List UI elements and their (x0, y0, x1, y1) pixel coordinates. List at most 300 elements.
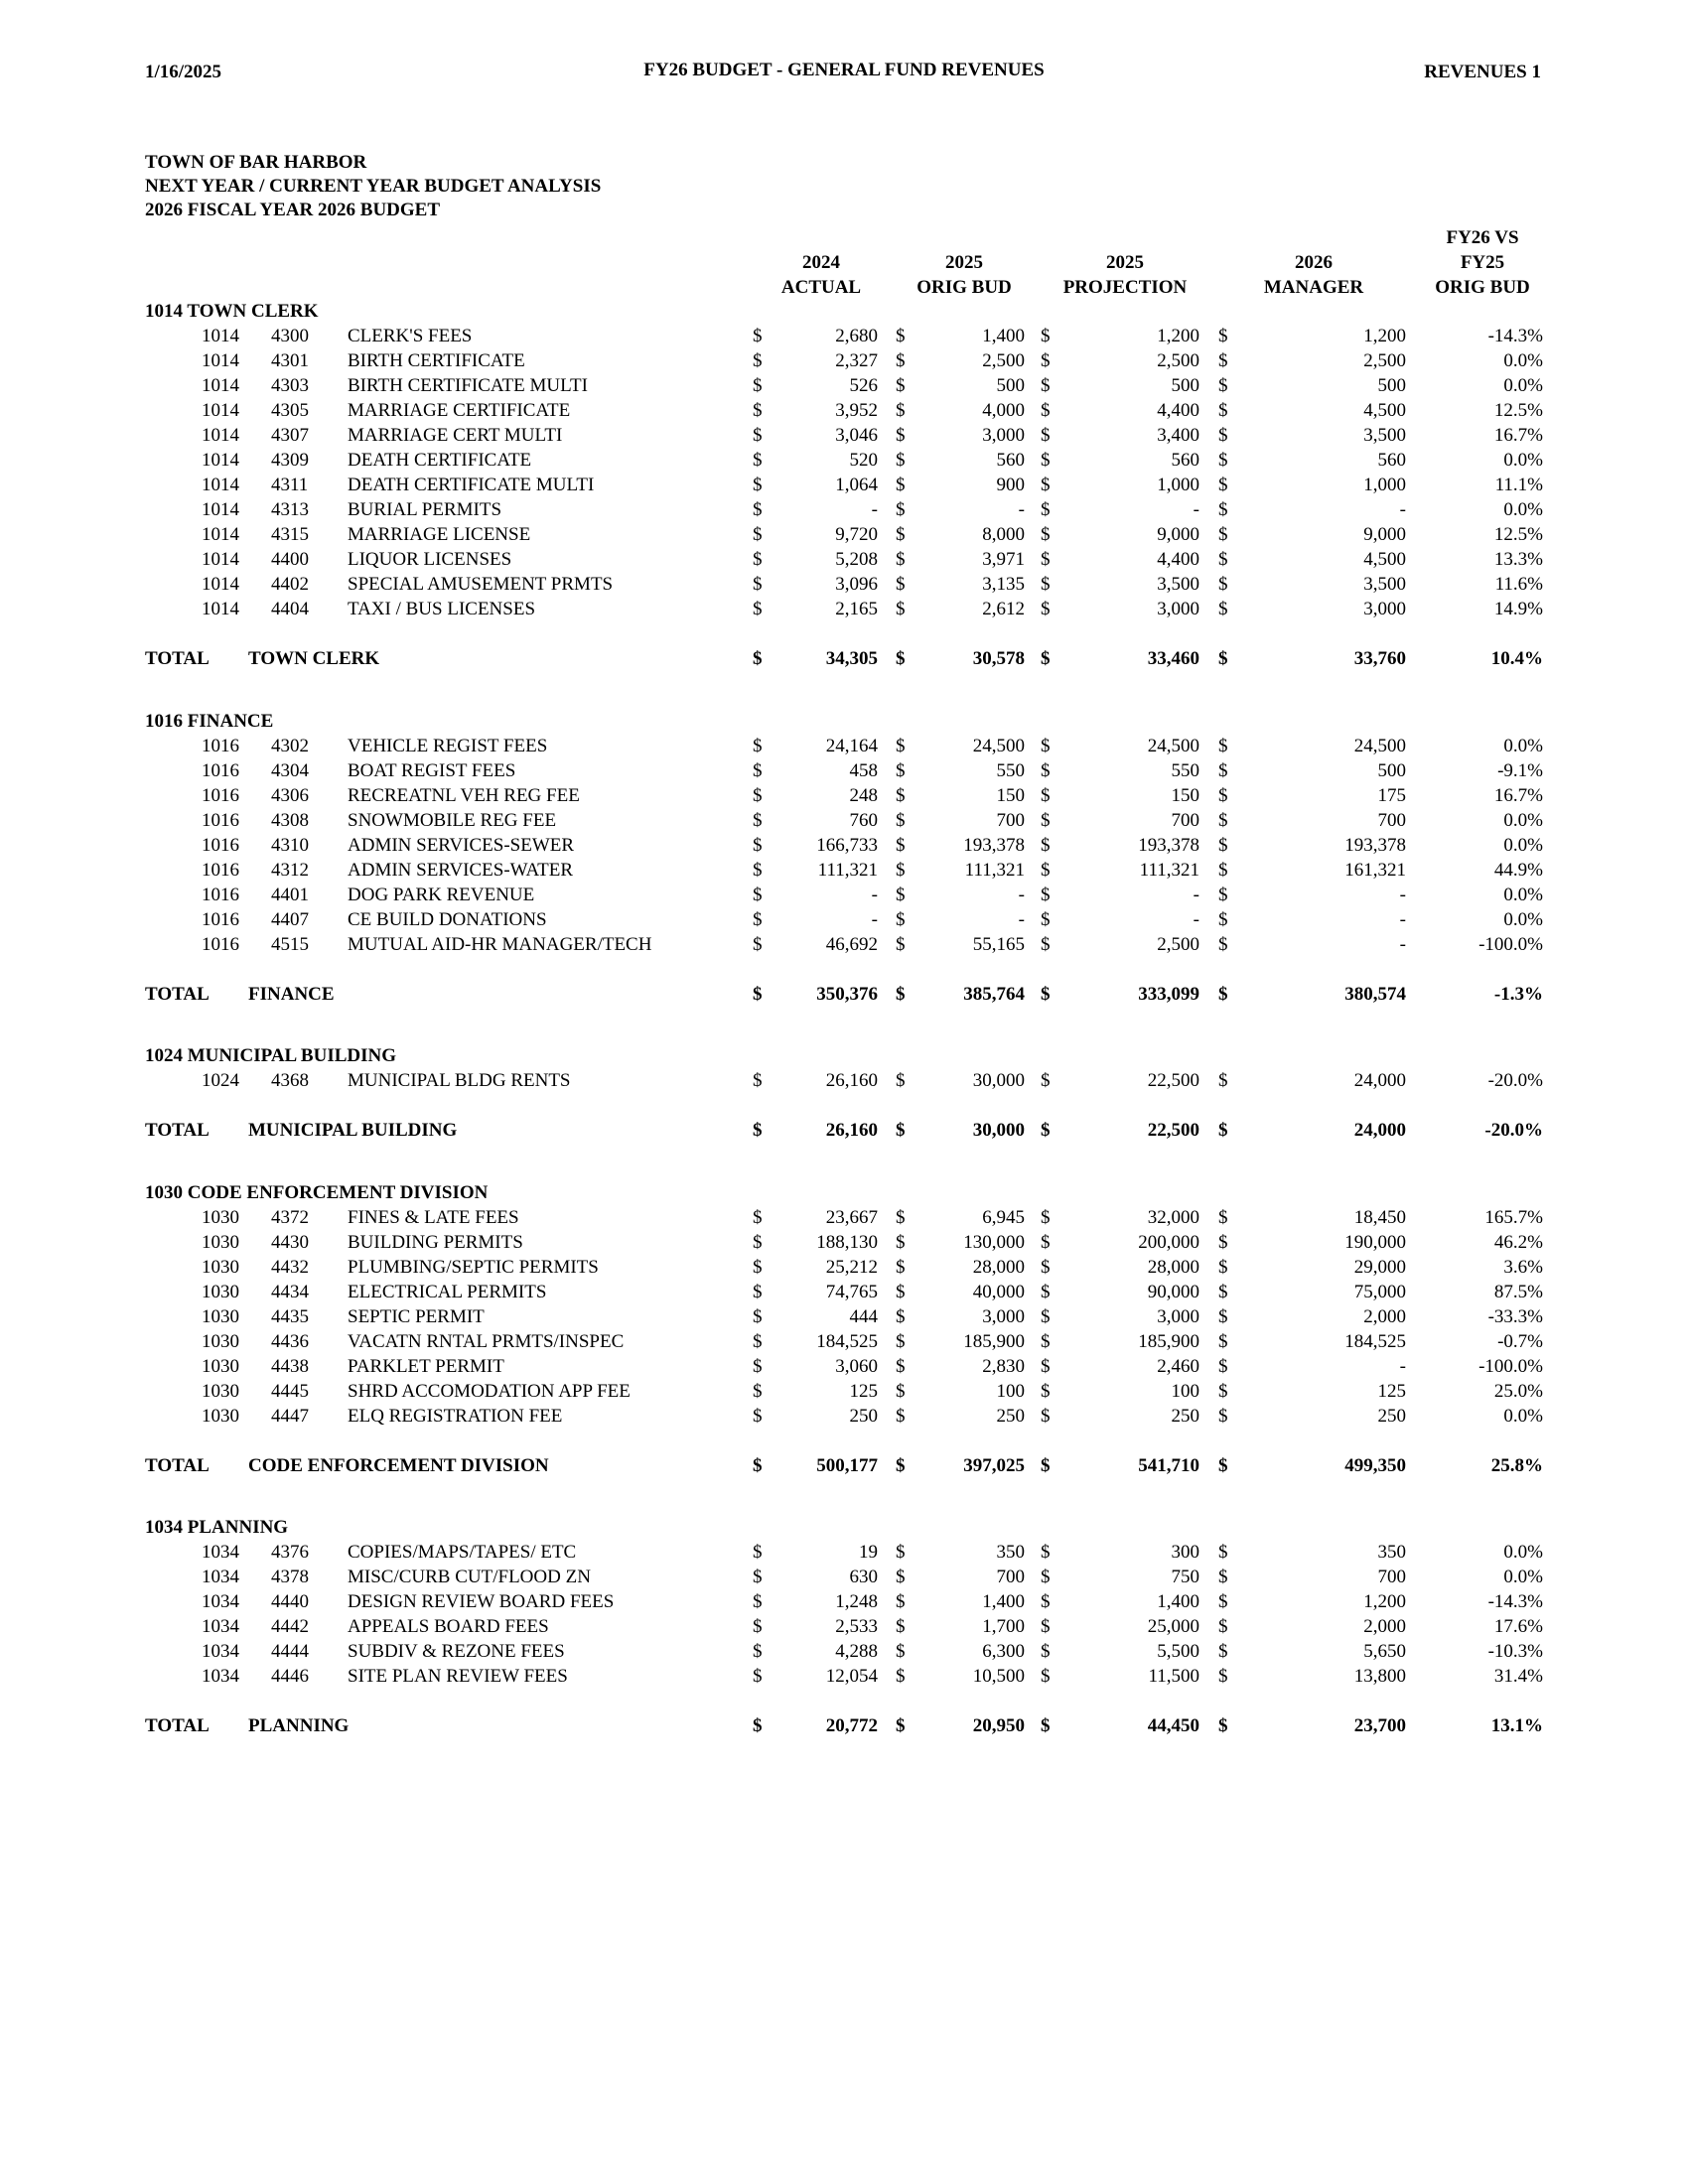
line-item-description: DEATH CERTIFICATE MULTI (348, 475, 595, 495)
account-code: 4444 (271, 1641, 309, 1662)
section-total-row (0, 1453, 1688, 1478)
currency-symbol: $ (896, 859, 906, 881)
currency-symbol: $ (896, 759, 906, 781)
percent-change: 12.5% (1493, 400, 1543, 421)
amount: 500 (1377, 375, 1406, 396)
currency-symbol: $ (1218, 1305, 1228, 1327)
table-row (0, 1379, 1688, 1404)
percent-change: 13.3% (1493, 549, 1543, 570)
amount: 700 (996, 1567, 1025, 1587)
currency-symbol: $ (753, 983, 763, 1005)
amount: - (1018, 884, 1025, 905)
percent-change: 25.8% (1490, 1454, 1543, 1476)
amount: 161,321 (1344, 859, 1406, 881)
currency-symbol: $ (753, 499, 763, 520)
currency-symbol: $ (1041, 1281, 1051, 1302)
dept-code: 1014 (202, 425, 239, 446)
amount: 499,350 (1344, 1454, 1406, 1476)
line-item-description: TAXI / BUS LICENSES (348, 599, 536, 619)
dept-code: 1014 (202, 350, 239, 371)
amount: 550 (996, 759, 1025, 781)
total-label: TOTAL (145, 648, 210, 669)
percent-change: -20.0% (1484, 1120, 1543, 1141)
line-item-description: MUNICIPAL BLDG RENTS (348, 1070, 571, 1091)
account-code: 4302 (271, 735, 309, 756)
amount: 900 (996, 475, 1025, 495)
amount: 193,378 (963, 834, 1025, 856)
section-title: 1034 PLANNING (145, 1517, 289, 1538)
amount: 30,000 (972, 1120, 1025, 1141)
currency-symbol: $ (753, 809, 763, 831)
section-title: 1014 TOWN CLERK (145, 301, 319, 322)
line-item-description: BOAT REGIST FEES (348, 759, 516, 781)
org-subtitle: NEXT YEAR / CURRENT YEAR BUDGET ANALYSIS (145, 176, 602, 197)
currency-symbol: $ (1218, 759, 1228, 781)
currency-symbol: $ (1041, 1256, 1051, 1278)
amount: 2,500 (1157, 933, 1199, 955)
currency-symbol: $ (1218, 784, 1228, 806)
currency-symbol: $ (753, 908, 763, 930)
currency-symbol: $ (1218, 1206, 1228, 1228)
amount: - (1018, 908, 1025, 930)
currency-symbol: $ (753, 784, 763, 806)
percent-change: -100.0% (1478, 1355, 1543, 1377)
amount: 3,135 (982, 574, 1025, 595)
currency-symbol: $ (1218, 400, 1228, 421)
amount: 560 (1171, 450, 1199, 471)
table-row (0, 398, 1688, 423)
amount: 29,000 (1353, 1256, 1406, 1278)
table-row (0, 448, 1688, 473)
currency-symbol: $ (753, 834, 763, 856)
line-item-description: SUBDIV & REZONE FEES (348, 1641, 565, 1662)
amount: 526 (849, 375, 878, 396)
table-row (0, 783, 1688, 808)
currency-symbol: $ (1041, 1641, 1051, 1662)
line-item-description: DEATH CERTIFICATE (348, 450, 532, 471)
amount: 24,000 (1353, 1070, 1406, 1091)
currency-symbol: $ (1041, 784, 1051, 806)
amount: 4,288 (835, 1641, 878, 1662)
line-item-description: PARKLET PERMIT (348, 1355, 504, 1377)
currency-symbol: $ (753, 1231, 763, 1253)
line-item-description: MARRIAGE CERTIFICATE (348, 400, 571, 421)
table-row (0, 1639, 1688, 1664)
percent-change: 0.0% (1503, 908, 1543, 930)
currency-symbol: $ (896, 1591, 906, 1612)
amount: 20,772 (825, 1715, 878, 1736)
currency-symbol: $ (1218, 809, 1228, 831)
line-item-description: MARRIAGE CERT MULTI (348, 425, 563, 446)
dept-code: 1030 (202, 1305, 239, 1327)
amount: 6,945 (982, 1206, 1025, 1228)
currency-symbol: $ (753, 648, 763, 669)
currency-symbol: $ (1218, 1567, 1228, 1587)
currency-symbol: $ (1041, 648, 1051, 669)
column-header (890, 225, 1039, 300)
currency-symbol: $ (753, 450, 763, 471)
dept-code: 1030 (202, 1355, 239, 1377)
amount: 2,830 (982, 1355, 1025, 1377)
amount: 750 (1171, 1567, 1199, 1587)
amount: 4,400 (1157, 549, 1199, 570)
currency-symbol: $ (1218, 1380, 1228, 1402)
currency-symbol: $ (896, 1405, 906, 1427)
table-row (0, 808, 1688, 833)
percent-change: -100.0% (1478, 933, 1543, 955)
currency-symbol: $ (896, 1281, 906, 1302)
amount: 166,733 (816, 834, 878, 856)
amount: 2,327 (835, 350, 878, 371)
currency-symbol: $ (896, 549, 906, 570)
amount: 1,400 (982, 1591, 1025, 1612)
currency-symbol: $ (1041, 1231, 1051, 1253)
page-label: REVENUES 1 (1424, 62, 1541, 82)
table-row (0, 423, 1688, 448)
percent-change: 0.0% (1503, 834, 1543, 856)
amount: - (1399, 884, 1406, 905)
amount: 2,460 (1157, 1355, 1199, 1377)
amount: 3,000 (982, 1305, 1025, 1327)
table-row (0, 1329, 1688, 1354)
currency-symbol: $ (1218, 1281, 1228, 1302)
currency-symbol: $ (753, 1256, 763, 1278)
percent-change: 16.7% (1493, 784, 1543, 806)
currency-symbol: $ (1041, 834, 1051, 856)
dept-code: 1030 (202, 1206, 239, 1228)
amount: 19 (859, 1542, 878, 1563)
amount: 350 (996, 1542, 1025, 1563)
currency-symbol: $ (1218, 1641, 1228, 1662)
currency-symbol: $ (1218, 983, 1228, 1005)
table-row (0, 1255, 1688, 1280)
line-item-description: BURIAL PERMITS (348, 499, 502, 520)
currency-symbol: $ (1041, 884, 1051, 905)
report-title: FY26 BUDGET - GENERAL FUND REVENUES (643, 60, 1045, 80)
currency-symbol: $ (1218, 1542, 1228, 1563)
currency-symbol: $ (753, 375, 763, 396)
total-section-name: MUNICIPAL BUILDING (248, 1120, 458, 1141)
percent-change: 31.4% (1493, 1666, 1543, 1687)
line-item-description: LIQUOR LICENSES (348, 549, 512, 570)
amount: 1,064 (835, 475, 878, 495)
amount: 40,000 (972, 1281, 1025, 1302)
percent-change: -33.3% (1487, 1305, 1543, 1327)
currency-symbol: $ (753, 1567, 763, 1587)
amount: 193,378 (1138, 834, 1199, 856)
percent-change: 87.5% (1493, 1281, 1543, 1302)
account-code: 4432 (271, 1256, 309, 1278)
amount: 25,212 (825, 1256, 878, 1278)
line-item-description: DESIGN REVIEW BOARD FEES (348, 1591, 615, 1612)
dept-code: 1014 (202, 549, 239, 570)
currency-symbol: $ (1041, 1542, 1051, 1563)
amount: 333,099 (1138, 983, 1199, 1005)
column-header-line: ACTUAL (780, 277, 862, 298)
amount: 33,760 (1353, 648, 1406, 669)
currency-symbol: $ (1041, 1715, 1051, 1736)
amount: 1,200 (1363, 326, 1406, 346)
currency-symbol: $ (1218, 1454, 1228, 1476)
table-row (0, 572, 1688, 597)
amount: 250 (1377, 1405, 1406, 1427)
amount: 3,500 (1363, 574, 1406, 595)
table-row (0, 1540, 1688, 1565)
amount: 500 (996, 375, 1025, 396)
dept-code: 1016 (202, 859, 239, 881)
amount: 630 (849, 1567, 878, 1587)
dept-code: 1014 (202, 524, 239, 545)
dept-code: 1016 (202, 884, 239, 905)
table-row (0, 734, 1688, 758)
percent-change: -0.7% (1497, 1330, 1543, 1352)
amount: 4,500 (1363, 549, 1406, 570)
currency-symbol: $ (1218, 1120, 1228, 1141)
currency-symbol: $ (753, 1305, 763, 1327)
percent-change: 25.0% (1493, 1380, 1543, 1402)
currency-symbol: $ (1041, 375, 1051, 396)
amount: 250 (996, 1405, 1025, 1427)
amount: 100 (996, 1380, 1025, 1402)
dept-code: 1030 (202, 1231, 239, 1253)
line-item-description: BIRTH CERTIFICATE MULTI (348, 375, 588, 396)
percent-change: 0.0% (1503, 450, 1543, 471)
amount: 248 (849, 784, 878, 806)
amount: 3,971 (982, 549, 1025, 570)
amount: - (1193, 499, 1199, 520)
amount: 760 (849, 809, 878, 831)
account-code: 4515 (271, 933, 309, 955)
currency-symbol: $ (753, 1070, 763, 1091)
currency-symbol: $ (896, 326, 906, 346)
dept-code: 1030 (202, 1405, 239, 1427)
currency-symbol: $ (1218, 1256, 1228, 1278)
currency-symbol: $ (896, 1666, 906, 1687)
account-code: 4434 (271, 1281, 309, 1302)
currency-symbol: $ (896, 350, 906, 371)
currency-symbol: $ (1041, 1380, 1051, 1402)
percent-change: 11.1% (1494, 475, 1543, 495)
currency-symbol: $ (753, 1591, 763, 1612)
currency-symbol: $ (753, 759, 763, 781)
amount: 130,000 (963, 1231, 1025, 1253)
line-item-description: APPEALS BOARD FEES (348, 1616, 549, 1637)
currency-symbol: $ (896, 1454, 906, 1476)
currency-symbol: $ (896, 735, 906, 756)
dept-code: 1016 (202, 784, 239, 806)
account-code: 4436 (271, 1330, 309, 1352)
dept-code: 1034 (202, 1666, 239, 1687)
column-header-line (890, 225, 1039, 250)
amount: 46,692 (825, 933, 878, 955)
amount: - (1399, 908, 1406, 930)
percent-change: 13.1% (1490, 1715, 1543, 1736)
currency-symbol: $ (753, 1616, 763, 1637)
currency-symbol: $ (1041, 1454, 1051, 1476)
currency-symbol: $ (896, 1070, 906, 1091)
amount: 200,000 (1138, 1231, 1199, 1253)
currency-symbol: $ (753, 859, 763, 881)
column-header-line: MANAGER (1263, 277, 1364, 298)
column-header-line (1229, 225, 1398, 250)
account-code: 4304 (271, 759, 309, 781)
total-label: TOTAL (145, 1454, 210, 1476)
amount: 2,500 (1157, 350, 1199, 371)
amount: - (1193, 908, 1199, 930)
amount: 22,500 (1147, 1070, 1199, 1091)
currency-symbol: $ (896, 1567, 906, 1587)
column-header-line: 2025 (945, 252, 983, 273)
amount: 300 (1171, 1542, 1199, 1563)
currency-symbol: $ (1041, 1405, 1051, 1427)
amount: - (871, 908, 878, 930)
table-row (0, 597, 1688, 621)
percent-change: 0.0% (1503, 1542, 1543, 1563)
currency-symbol: $ (753, 1715, 763, 1736)
line-item-description: DOG PARK REVENUE (348, 884, 535, 905)
amount: 1,700 (982, 1616, 1025, 1637)
amount: 13,800 (1353, 1666, 1406, 1687)
amount: 350 (1377, 1542, 1406, 1563)
dept-code: 1034 (202, 1591, 239, 1612)
table-row (0, 1589, 1688, 1614)
account-code: 4440 (271, 1591, 309, 1612)
currency-symbol: $ (753, 1454, 763, 1476)
account-code: 4447 (271, 1405, 309, 1427)
amount: 9,720 (835, 524, 878, 545)
currency-symbol: $ (1041, 599, 1051, 619)
currency-symbol: $ (896, 1355, 906, 1377)
amount: 75,000 (1353, 1281, 1406, 1302)
currency-symbol: $ (1218, 1715, 1228, 1736)
currency-symbol: $ (1218, 1070, 1228, 1091)
currency-symbol: $ (753, 524, 763, 545)
amount: 2,000 (1363, 1305, 1406, 1327)
currency-symbol: $ (1041, 1305, 1051, 1327)
currency-symbol: $ (896, 908, 906, 930)
dept-code: 1016 (202, 908, 239, 930)
table-row (0, 1404, 1688, 1429)
amount: 2,165 (835, 599, 878, 619)
dept-code: 1024 (202, 1070, 239, 1091)
percent-change: 44.9% (1493, 859, 1543, 881)
currency-symbol: $ (753, 350, 763, 371)
line-item-description: SEPTIC PERMIT (348, 1305, 485, 1327)
account-code: 4438 (271, 1355, 309, 1377)
amount: 175 (1377, 784, 1406, 806)
amount: - (1399, 933, 1406, 955)
currency-symbol: $ (1041, 350, 1051, 371)
section-title: 1016 FINANCE (145, 710, 274, 732)
line-item-description: PLUMBING/SEPTIC PERMITS (348, 1256, 599, 1278)
amount: - (1018, 499, 1025, 520)
amount: 2,612 (982, 599, 1025, 619)
dept-code: 1030 (202, 1281, 239, 1302)
amount: 190,000 (1344, 1231, 1406, 1253)
currency-symbol: $ (753, 1330, 763, 1352)
amount: 700 (1171, 809, 1199, 831)
currency-symbol: $ (896, 499, 906, 520)
account-code: 4445 (271, 1380, 309, 1402)
section-total-row (0, 1118, 1688, 1143)
currency-symbol: $ (896, 1641, 906, 1662)
amount: 3,000 (1157, 1305, 1199, 1327)
percent-change: 0.0% (1503, 1405, 1543, 1427)
account-code: 4400 (271, 549, 309, 570)
org-name: TOWN OF BAR HARBOR (145, 152, 367, 173)
amount: 2,500 (1363, 350, 1406, 371)
account-code: 4407 (271, 908, 309, 930)
account-code: 4303 (271, 375, 309, 396)
amount: 1,000 (1363, 475, 1406, 495)
line-item-description: RECREATNL VEH REG FEE (348, 784, 580, 806)
amount: 541,710 (1138, 1454, 1199, 1476)
currency-symbol: $ (1218, 648, 1228, 669)
currency-symbol: $ (896, 1256, 906, 1278)
currency-symbol: $ (1041, 400, 1051, 421)
currency-symbol: $ (1041, 524, 1051, 545)
table-row (0, 497, 1688, 522)
currency-symbol: $ (1218, 375, 1228, 396)
table-row (0, 758, 1688, 783)
currency-symbol: $ (1218, 524, 1228, 545)
currency-symbol: $ (753, 884, 763, 905)
currency-symbol: $ (1041, 326, 1051, 346)
amount: 520 (849, 450, 878, 471)
amount: 20,950 (972, 1715, 1025, 1736)
amount: 385,764 (963, 983, 1025, 1005)
amount: 74,765 (825, 1281, 878, 1302)
amount: 1,000 (1157, 475, 1199, 495)
line-item-description: SNOWMOBILE REG FEE (348, 809, 557, 831)
amount: 44,450 (1147, 1715, 1199, 1736)
amount: 700 (996, 809, 1025, 831)
amount: 3,000 (1157, 599, 1199, 619)
amount: 2,000 (1363, 1616, 1406, 1637)
amount: 444 (849, 1305, 878, 1327)
currency-symbol: $ (753, 549, 763, 570)
account-code: 4310 (271, 834, 309, 856)
currency-symbol: $ (896, 933, 906, 955)
amount: 3,952 (835, 400, 878, 421)
table-row (0, 1565, 1688, 1589)
section-total-row (0, 1713, 1688, 1738)
line-item-description: VEHICLE REGIST FEES (348, 735, 548, 756)
table-row (0, 473, 1688, 497)
currency-symbol: $ (896, 834, 906, 856)
currency-symbol: $ (1218, 499, 1228, 520)
dept-code: 1016 (202, 759, 239, 781)
currency-symbol: $ (896, 1330, 906, 1352)
currency-symbol: $ (896, 1616, 906, 1637)
report-date: 1/16/2025 (145, 62, 222, 82)
table-row (0, 373, 1688, 398)
amount: 5,650 (1363, 1641, 1406, 1662)
amount: 500,177 (816, 1454, 878, 1476)
amount: 12,054 (825, 1666, 878, 1687)
currency-symbol: $ (1041, 1355, 1051, 1377)
amount: 24,500 (1353, 735, 1406, 756)
currency-symbol: $ (1218, 450, 1228, 471)
amount: 1,200 (1363, 1591, 1406, 1612)
amount: - (871, 499, 878, 520)
currency-symbol: $ (1218, 1330, 1228, 1352)
total-section-name: PLANNING (248, 1715, 350, 1736)
currency-symbol: $ (753, 1666, 763, 1687)
currency-symbol: $ (1041, 1120, 1051, 1141)
dept-code: 1034 (202, 1641, 239, 1662)
currency-symbol: $ (896, 599, 906, 619)
